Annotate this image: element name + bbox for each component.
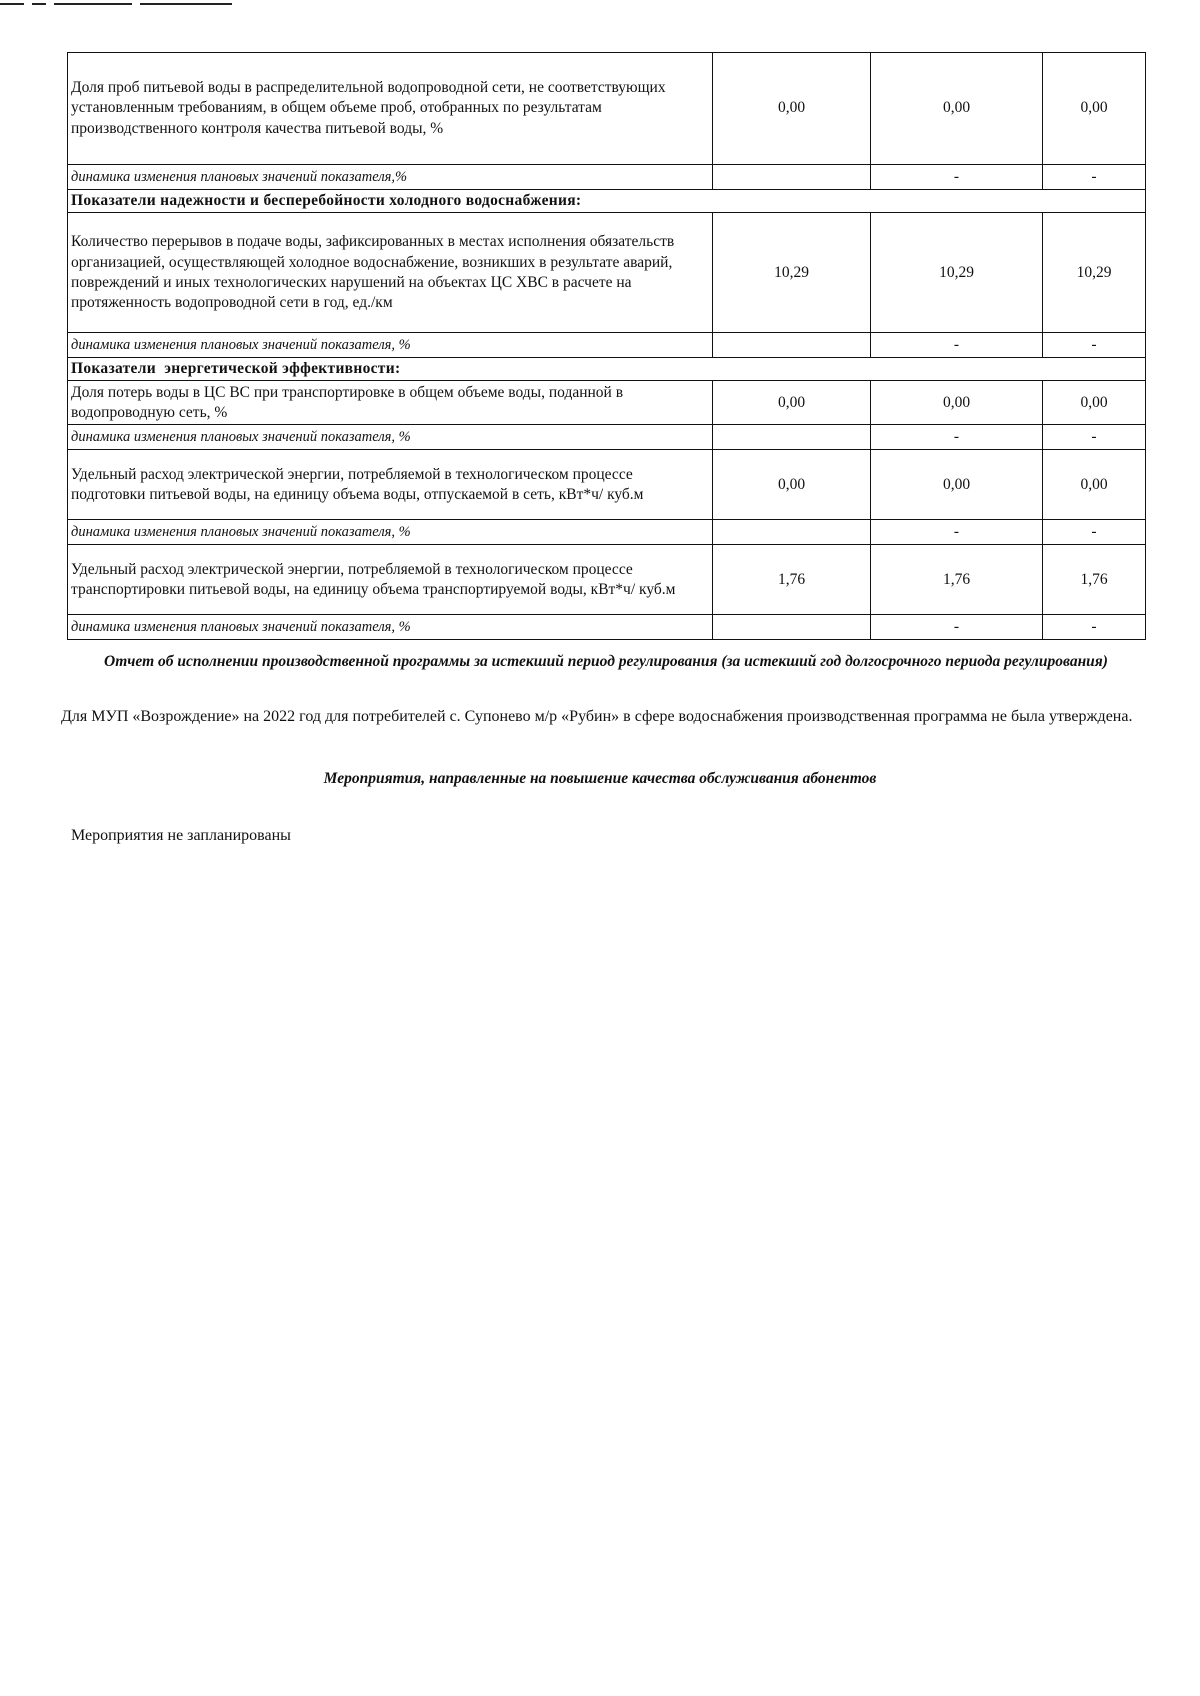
table-row-indicator	[68, 213, 1146, 333]
table-row-dynamics	[68, 333, 1146, 358]
table-row-indicator	[68, 53, 1146, 165]
scan-artifact-mark	[140, 3, 232, 5]
indicator-name: Доля проб питьевой воды в распределительной водопроводной сети, не соответствующих установленным требованиям, в общем объеме проб, отобранных по результатам производственного контроля качества питьевой воды, %	[68, 53, 713, 165]
table-row-indicator	[68, 381, 1146, 425]
dynamics-value-1	[713, 425, 871, 450]
dynamics-value-3: -	[1043, 615, 1146, 640]
dynamics-value-1	[713, 520, 871, 545]
measures-heading: Мероприятия, направленные на повышение качества обслуживания абонентов	[323, 770, 877, 787]
indicator-value-3: 0,00	[1043, 381, 1146, 425]
dynamics-value-2: -	[871, 425, 1043, 450]
dynamics-label: динамика изменения плановых значений показателя, %	[68, 615, 713, 640]
scan-artifact-mark	[0, 3, 24, 5]
indicator-value-3: 10,29	[1043, 213, 1146, 333]
dynamics-value-2: -	[871, 520, 1043, 545]
indicator-value-2: 0,00	[871, 53, 1043, 165]
dynamics-value-1	[713, 615, 871, 640]
dynamics-value-3: -	[1043, 165, 1146, 190]
dynamics-value-2: -	[871, 165, 1043, 190]
measures-paragraph: Мероприятия не запланированы	[71, 827, 291, 844]
table-row-dynamics	[68, 425, 1146, 450]
table-row-indicator	[68, 545, 1146, 615]
indicator-value-2: 10,29	[871, 213, 1043, 333]
indicator-value-1: 1,76	[713, 545, 871, 615]
section-heading: Показатели энергетической эффективности:	[68, 358, 1146, 381]
indicator-value-1: 10,29	[713, 213, 871, 333]
dynamics-label: динамика изменения плановых значений показателя, %	[68, 520, 713, 545]
section-heading: Показатели надежности и бесперебойности холодного водоснабжения:	[68, 190, 1146, 213]
table-row-dynamics	[68, 615, 1146, 640]
indicators-table-body	[68, 53, 1146, 640]
indicators-table	[67, 52, 1146, 640]
indicator-value-2: 0,00	[871, 381, 1043, 425]
table-row-indicator	[68, 450, 1146, 520]
dynamics-value-3: -	[1043, 425, 1146, 450]
indicator-value-1: 0,00	[713, 53, 871, 165]
report-heading: Отчет об исполнении производственной программы за истекший период регулирования (за истекший год долгосрочного периода регулирования)	[104, 653, 1108, 670]
indicator-value-3: 1,76	[1043, 545, 1146, 615]
indicator-value-1: 0,00	[713, 381, 871, 425]
indicator-value-2: 0,00	[871, 450, 1043, 520]
scan-artifact-mark	[32, 3, 46, 5]
indicator-name: Удельный расход электрической энергии, потребляемой в технологическом процессе транспортировки питьевой воды, на единицу объема транспортируемой воды, кВт*ч/ куб.м	[68, 545, 713, 615]
dynamics-value-1	[713, 333, 871, 358]
indicator-value-3: 0,00	[1043, 450, 1146, 520]
dynamics-value-2: -	[871, 615, 1043, 640]
indicator-value-1: 0,00	[713, 450, 871, 520]
scan-artifact-mark	[54, 3, 132, 5]
table-row-dynamics	[68, 165, 1146, 190]
indicator-name: Количество перерывов в подаче воды, зафиксированных в местах исполнения обязательств организацией, осуществляющей холодное водоснабжение, возникших в результате аварий, повреждений и иных технологических нарушений на объектах ЦС ХВС в расчете на протяженность водопроводной сети в год, ед./км	[68, 213, 713, 333]
indicator-name: Удельный расход электрической энергии, потребляемой в технологическом процессе подготовки питьевой воды, на единицу объема воды, отпускаемой в сеть, кВт*ч/ куб.м	[68, 450, 713, 520]
dynamics-label: динамика изменения плановых значений показателя,%	[68, 165, 713, 190]
table-row-section	[68, 190, 1146, 213]
dynamics-value-3: -	[1043, 520, 1146, 545]
table-row-dynamics	[68, 520, 1146, 545]
report-paragraph: Для МУП «Возрождение» на 2022 год для потребителей с. Супонево м/р «Рубин» в сфере водоснабжения производственная программа не была утверждена.	[61, 708, 1133, 725]
dynamics-value-3: -	[1043, 333, 1146, 358]
dynamics-value-1	[713, 165, 871, 190]
dynamics-value-2: -	[871, 333, 1043, 358]
indicator-value-3: 0,00	[1043, 53, 1146, 165]
dynamics-label: динамика изменения плановых значений показателя, %	[68, 333, 713, 358]
dynamics-label: динамика изменения плановых значений показателя, %	[68, 425, 713, 450]
indicator-name: Доля потерь воды в ЦС ВС при транспортировке в общем объеме воды, поданной в водопроводную сеть, %	[68, 381, 713, 425]
indicator-value-2: 1,76	[871, 545, 1043, 615]
table-row-section	[68, 358, 1146, 381]
